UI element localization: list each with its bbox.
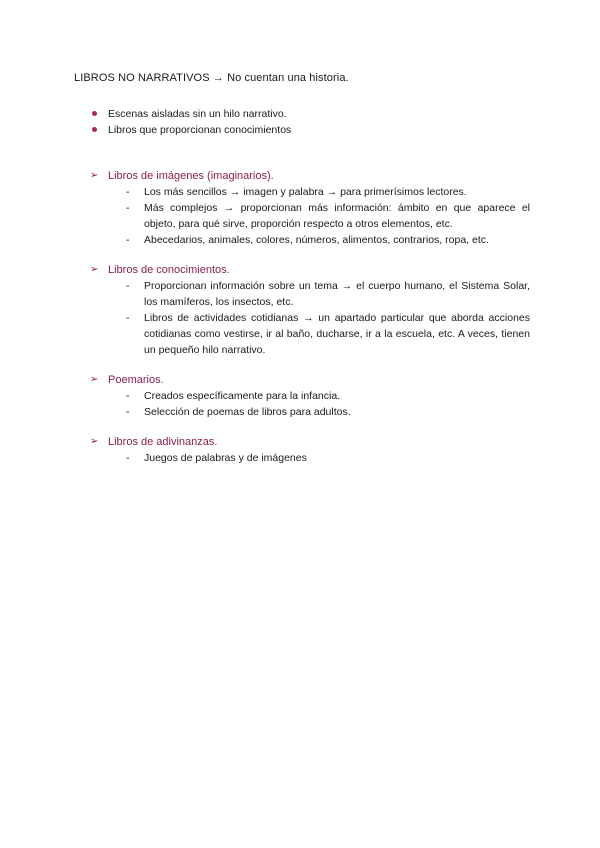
dash-bullet-icon: - (126, 234, 130, 246)
section-heading (74, 372, 530, 388)
section-libros-de-conocimientos (74, 262, 530, 358)
list-item-text: Creados específicamente para la infancia. (144, 390, 341, 402)
list-item (74, 278, 530, 310)
list-item (74, 388, 530, 404)
section-heading-text: Libros de imágenes (imaginarios). (108, 170, 274, 182)
arrowhead-bullet-icon: ➢ (90, 374, 99, 385)
arrowhead-bullet-icon: ➢ (90, 170, 99, 181)
list-item-text: Más complejos → proporcionan más información: ámbito en que aparece el objeto, para qué sirve, proporción respecto a otros elementos, etc. (144, 202, 530, 230)
dash-bullet-icon: - (126, 312, 130, 324)
list-item-text: Los más sencillos → imagen y palabra → para primerísimos lectores. (144, 186, 467, 198)
list-item-text: Escenas aisladas sin un hilo narrativo. (108, 108, 287, 120)
list-item-text: Libros de actividades cotidianas → un apartado particular que aborda acciones cotidianas como vestirse, ir al baño, ducharse, ir a la escuela, etc. A veces, tienen un pequeño hilo narrativo. (144, 312, 530, 356)
dash-bullet-icon: - (126, 202, 130, 214)
dash-bullet-icon: - (126, 452, 130, 464)
arrowhead-bullet-icon: ➢ (90, 436, 99, 447)
section-poemarios (74, 372, 530, 420)
section-libros-de-adivinanzas (74, 434, 530, 466)
bullet-dot-icon (92, 111, 97, 116)
list-item (90, 106, 530, 122)
bullet-dot-icon (92, 127, 97, 132)
section-libros-de-imagenes (74, 168, 530, 248)
section-item-list (74, 278, 530, 358)
section-item-list (74, 184, 530, 248)
section-heading-text: Libros de adivinanzas. (108, 436, 218, 448)
list-item (74, 450, 530, 466)
list-item-text: Abecedarios, animales, colores, números, alimentos, contrarios, ropa, etc. (144, 234, 489, 246)
page-title: LIBROS NO NARRATIVOS → No cuentan una historia. (74, 72, 349, 84)
section-heading (74, 168, 530, 184)
list-item (74, 310, 530, 358)
section-heading-text: Poemarios. (108, 374, 164, 386)
list-item (74, 184, 530, 200)
list-item-text: Libros que proporcionan conocimientos (108, 124, 292, 136)
list-item (90, 122, 530, 138)
list-item (74, 404, 530, 420)
dash-bullet-icon: - (126, 186, 130, 198)
list-item-text: Juegos de palabras y de imágenes (144, 452, 307, 464)
section-heading (74, 262, 530, 278)
dash-bullet-icon: - (126, 406, 130, 418)
list-item (74, 232, 530, 248)
arrowhead-bullet-icon: ➢ (90, 264, 99, 275)
list-item-text: Proporcionan información sobre un tema → el cuerpo humano, el Sistema Solar, los mamíferos, los insectos, etc. (144, 280, 530, 308)
section-item-list (74, 388, 530, 420)
section-heading (74, 434, 530, 450)
section-item-list (74, 450, 530, 466)
document-page (74, 70, 530, 466)
section-heading-text: Libros de conocimientos. (108, 264, 230, 276)
dash-bullet-icon: - (126, 280, 130, 292)
list-item-text: Selección de poemas de libros para adultos. (144, 406, 351, 418)
list-item (74, 200, 530, 232)
dash-bullet-icon: - (126, 390, 130, 402)
intro-bullet-list (74, 106, 530, 138)
